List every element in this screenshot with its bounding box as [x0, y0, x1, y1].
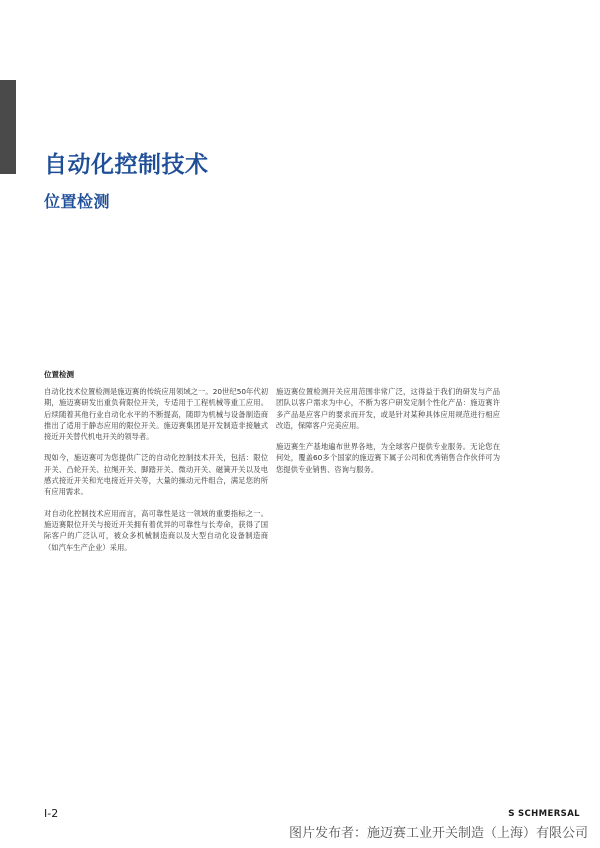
- right-column: [276, 386, 500, 485]
- paragraph: 施迈赛生产基地遍布世界各地，为全球客户提供专业服务。无论您在何处，覆盖60多个国家的施迈赛下属子公司和优秀销售合作伙伴可为您提供专业销售、咨询与服务。: [276, 442, 500, 474]
- section-heading: 位置检测: [44, 370, 74, 379]
- brand-name: SCHMERSAL: [517, 809, 580, 819]
- page-subtitle: 位置检测: [44, 192, 111, 211]
- paragraph: 现如今，施迈赛可为您提供广泛的自动化控制技术开关，包括：限位开关、凸轮开关、拉绳开关、脚踏开关、微动开关、磁簧开关以及电感式接近开关和光电接近开关等，大量的操动元件组合，满足您的所有应用需求。: [44, 453, 268, 497]
- page-title: 自动化控制技术: [44, 152, 209, 178]
- paragraph: 自动化技术位置检测是施迈赛的传统应用领域之一。20世纪50年代初期，施迈赛研发出重负荷限位开关，专适用于工程机械等重工应用。后续随着其他行业自动化水平的不断提高，随即为机械与设备制造商推出了适用于静态应用的限位开关。施迈赛集团是开发制造非接触式接近开关替代机电开关的领导者。: [44, 387, 268, 442]
- side-tab-marker: [0, 80, 16, 174]
- left-column: [44, 386, 268, 563]
- schmersal-logo: [508, 809, 580, 819]
- paragraph: 对自动化控制技术应用而言，高可靠性是这一领域的重要指标之一。施迈赛限位开关与接近开关拥有着优异的可靠性与长寿命，获得了国际客户的广泛认可，被众多机械制造商以及大型自动化设备制造商（如汽车生产企业）采用。: [44, 508, 268, 552]
- brand-mark-icon: S: [508, 809, 515, 819]
- paragraph: 施迈赛位置检测开关应用范围非常广泛，这得益于我们的研发与产品团队以客户需求为中心，不断为客户研发定制个性化产品：施迈赛许多产品是应客户的要求而开发，或是针对某种具体应用规范进行相应改造，保障客户完美应用。: [276, 387, 500, 430]
- publisher-caption: 图片发布者：施迈赛工业开关制造（上海）有限公司: [288, 826, 588, 841]
- page-number: I-2: [44, 807, 59, 820]
